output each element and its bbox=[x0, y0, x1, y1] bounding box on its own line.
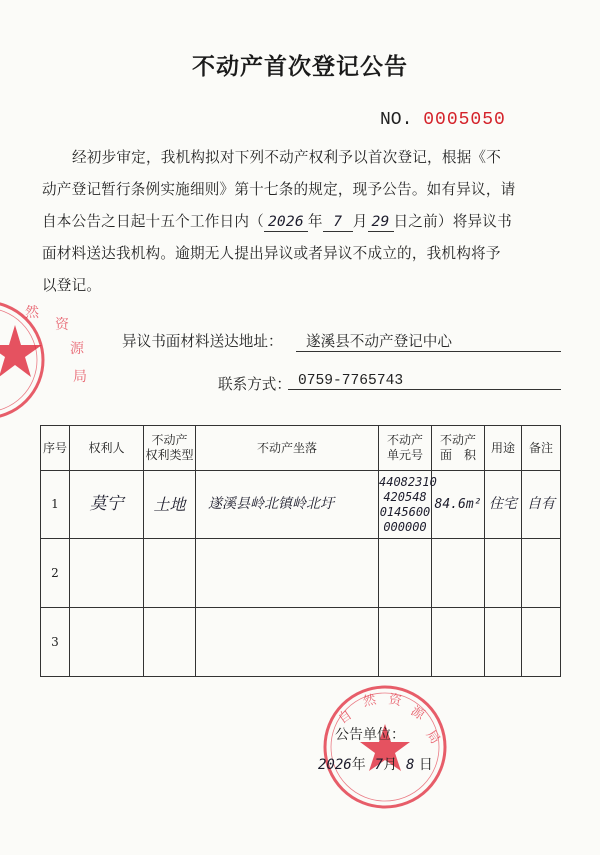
header-unit-no-1: 不动产 bbox=[386, 433, 423, 447]
row-seq: 2 bbox=[41, 539, 70, 608]
publish-month-char: 月 bbox=[383, 757, 398, 773]
notice-number-label: NO. bbox=[380, 110, 413, 130]
empty-cell bbox=[144, 539, 196, 608]
empty-cell bbox=[485, 608, 522, 677]
property-table bbox=[40, 425, 561, 677]
empty-cell bbox=[196, 539, 379, 608]
header-usage: 用途 bbox=[485, 426, 522, 471]
notice-number bbox=[380, 110, 506, 130]
header-right-type-1: 不动产 bbox=[151, 433, 188, 447]
publish-day-char: 日 bbox=[418, 757, 433, 773]
row-seq: 3 bbox=[41, 608, 70, 677]
publisher-label: 公告单位： bbox=[335, 727, 405, 743]
body-line-3-start: 自本公告之日起十五个工作日内（ bbox=[42, 213, 264, 230]
body-line-4: 面材料送达我机构。逾期无人提出异议或者异议不成立的，我机构将予 bbox=[42, 245, 501, 262]
row-unit-no-3: 0145600 bbox=[379, 504, 431, 519]
empty-cell bbox=[196, 608, 379, 677]
header-holder: 权利人 bbox=[70, 426, 144, 471]
publish-year: 2026 bbox=[318, 757, 352, 773]
svg-text:局: 局 bbox=[422, 727, 443, 747]
row-area: 84.6m² bbox=[432, 471, 485, 539]
publish-year-char: 年 bbox=[351, 757, 366, 773]
body-line-3-end: 日之前）将异议书 bbox=[393, 213, 512, 230]
header-area-1: 不动产 bbox=[439, 433, 476, 447]
publish-month: 7 bbox=[374, 757, 384, 773]
row-unit-no-2: 420548 bbox=[383, 489, 427, 504]
body-line-3 bbox=[42, 212, 512, 232]
header-right-type-2: 权利类型 bbox=[145, 448, 194, 462]
svg-text:源: 源 bbox=[70, 341, 84, 357]
empty-cell bbox=[379, 539, 432, 608]
address-value: 遂溪县不动产登记中心 bbox=[296, 330, 561, 352]
row-holder: 莫宁 bbox=[70, 471, 144, 539]
row-remark: 自有 bbox=[522, 471, 561, 539]
publish-day: 8 bbox=[405, 757, 415, 773]
header-unit-no bbox=[379, 426, 432, 471]
svg-text:局: 局 bbox=[73, 369, 87, 385]
empty-cell bbox=[70, 608, 144, 677]
svg-text:资: 资 bbox=[55, 317, 69, 333]
publish-date bbox=[318, 754, 433, 774]
svg-text:资: 资 bbox=[387, 692, 403, 710]
row-right-type: 土地 bbox=[144, 471, 196, 539]
empty-cell bbox=[522, 608, 561, 677]
row-unit-no bbox=[379, 471, 437, 539]
page-title: 不动产首次登记公告 bbox=[192, 54, 408, 80]
header-right-type bbox=[144, 426, 196, 471]
notice-number-value: 0005050 bbox=[423, 110, 506, 130]
empty-cell bbox=[379, 608, 432, 677]
official-seal-bottom bbox=[320, 682, 450, 812]
month-char: 月 bbox=[352, 213, 368, 230]
table-header-row bbox=[41, 426, 561, 471]
empty-cell bbox=[144, 608, 196, 677]
row-unit-no-1: 44082310 bbox=[379, 474, 437, 489]
empty-cell bbox=[522, 539, 561, 608]
body-line-2: 动产登记暂行条例实施细则》第十七条的规定，现予公告。如有异议，请 bbox=[42, 181, 516, 198]
row-unit-no-4: 000000 bbox=[383, 519, 427, 534]
row-usage: 住宅 bbox=[485, 471, 522, 539]
table-row bbox=[41, 608, 561, 677]
table-row bbox=[41, 539, 561, 608]
table-row bbox=[41, 471, 561, 539]
empty-cell bbox=[432, 539, 485, 608]
deadline-month: 7 bbox=[323, 213, 353, 232]
row-seq: 1 bbox=[41, 471, 70, 539]
header-location: 不动产坐落 bbox=[196, 426, 379, 471]
address-label: 异议书面材料送达地址： bbox=[122, 333, 283, 350]
empty-cell bbox=[432, 608, 485, 677]
header-area bbox=[432, 426, 485, 471]
row-location: 遂溪县岭北镇岭北圩 bbox=[196, 471, 379, 539]
body-line-5: 以登记。 bbox=[42, 277, 102, 294]
svg-text:然: 然 bbox=[361, 692, 378, 710]
header-unit-no-2: 单元号 bbox=[386, 448, 423, 462]
contact-value: 0759-7765743 bbox=[288, 373, 561, 390]
deadline-year: 2026 bbox=[264, 213, 308, 232]
svg-text:然: 然 bbox=[25, 305, 39, 321]
contact-label: 联系方式： bbox=[218, 376, 291, 393]
deadline-day: 29 bbox=[368, 213, 394, 232]
empty-cell bbox=[70, 539, 144, 608]
header-remark: 备注 bbox=[522, 426, 561, 471]
official-seal-left bbox=[0, 295, 110, 425]
body-line-1: 经初步审定，我机构拟对下列不动产权利予以首次登记，根据《不 bbox=[72, 149, 502, 166]
header-seq: 序号 bbox=[41, 426, 70, 471]
year-char: 年 bbox=[307, 213, 323, 230]
empty-cell bbox=[485, 539, 522, 608]
svg-text:自: 自 bbox=[335, 707, 355, 728]
header-area-2: 面 积 bbox=[439, 448, 476, 462]
svg-text:源: 源 bbox=[407, 703, 427, 724]
